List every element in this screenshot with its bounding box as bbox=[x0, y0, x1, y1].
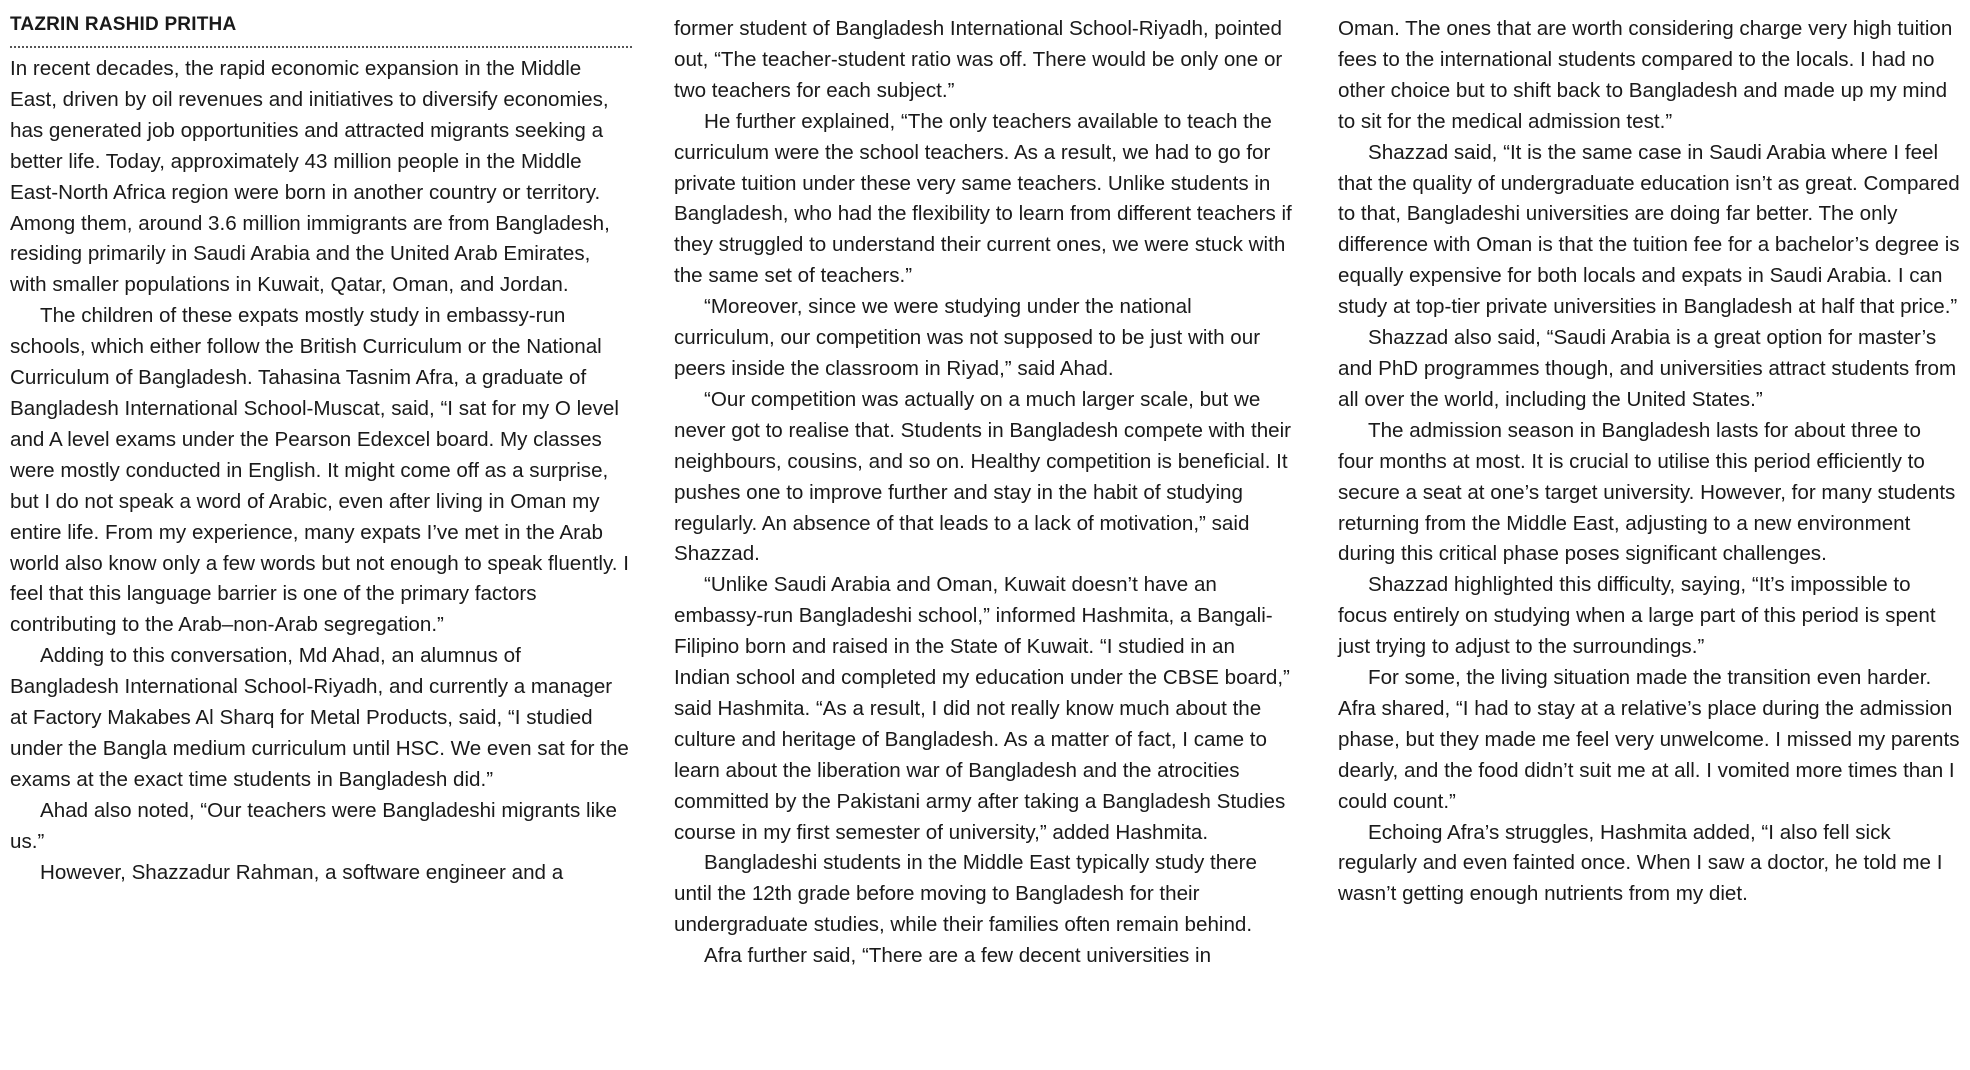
article-page bbox=[10, 14, 1960, 1064]
paragraph: He further explained, “The only teachers available to teach the curriculum were the school teachers. As a result, we had to go for private tuition under these very same teachers. Unlike students in Bangladesh, who had the flexibility to learn from different teachers if they struggled to understand their current ones, we were stuck with the same set of teachers.” bbox=[674, 109, 1292, 288]
paragraph: Oman. The ones that are worth considering charge very high tuition fees to the international students compared to the locals. I had no other choice but to shift back to Bangladesh and made up my mind to sit for the medical admission test.” bbox=[1338, 17, 1953, 133]
paragraph: former student of Bangladesh International School-Riyadh, pointed out, “The teacher-student ratio was off. There would be only one or two teachers for each subject.” bbox=[674, 17, 1283, 102]
paragraph: In recent decades, the rapid economic expansion in the Middle East, driven by oil revenues and initiatives to diversify economies, has generated job opportunities and attracted migrants seeking a better life. Today, approximately 43 million people in the Middle East-North Africa region were born in another country or territory. Among them, around 3.6 million immigrants are from Bangladesh, residing primarily in Saudi Arabia and the United Arab Emirates, with smaller populations in Kuwait, Qatar, Oman, and Jordan. bbox=[10, 57, 610, 297]
paragraph: For some, the living situation made the transition even harder. Afra shared, “I had to stay at a relative’s place during the admission phase, but they made me feel very unwelcome. I missed my parents dearly, and the food didn’t suit me at all. I vomited more times than I could count.” bbox=[1338, 666, 1960, 813]
paragraph: Shazzad also said, “Saudi Arabia is a great option for master’s and PhD programmes though, and universities attract students from all over the world, including the United States.” bbox=[1338, 326, 1957, 411]
paragraph: The children of these expats mostly study in embassy-run schools, which either follow the British Curriculum or the National Curriculum of Bangladesh. Tahasina Tasnim Afra, a graduate of Bangladesh International School-Muscat, said, “I sat for my O level and A level exams under the Pearson Edexcel board. My classes were mostly conducted in English. It might come off as a surprise, but I do not speak a word of Arabic, even after living in Oman my entire life. From my experience, many expats I’ve met in the Arab world also know only a few words but not enough to speak fluently. I feel that this language barrier is one of the primary factors contributing to the Arab–non-Arab segregation.” bbox=[10, 304, 629, 637]
paragraph: However, Shazzadur Rahman, a software engineer and a bbox=[40, 860, 564, 884]
paragraph: “Our competition was actually on a much larger scale, but we never got to realise that. Students in Bangladesh compete with their neighbours, cousins, and so on. Healthy competition is beneficial. It pushes one to improve further and stay in the habit of studying regularly. An absence of that leads to a lack of motivation,” said Shazzad. bbox=[674, 387, 1292, 566]
byline: TAZRIN RASHID PRITHA bbox=[10, 14, 632, 48]
article-column-3 bbox=[1338, 14, 1960, 910]
paragraph: Shazzad said, “It is the same case in Saudi Arabia where I feel that the quality of undergraduate education isn’t as great. Compared to that, Bangladeshi universities are doing far better. The only difference with Oman is that the tuition fee for a bachelor’s degree is equally expensive for both locals and expats in Saudi Arabia. I can study at top-tier private universities in Bangladesh at half that price.” bbox=[1338, 140, 1960, 319]
paragraph: “Unlike Saudi Arabia and Oman, Kuwait doesn’t have an embassy-run Bangladeshi school,” informed Hashmita, a Bangali-Filipino born and raised in the State of Kuwait. “I studied in an Indian school and completed my education under the CBSE board,” said Hashmita. “As a result, I did not really know much about the culture and heritage of Bangladesh. As a matter of fact, I came to learn about the liberation war of Bangladesh and the atrocities committed by the Pakistani army after taking a Bangladesh Studies course in my first semester of university,” added Hashmita. bbox=[674, 573, 1290, 844]
paragraph: Echoing Afra’s struggles, Hashmita added, “I also fell sick regularly and even fainted once. When I saw a doctor, he told me I wasn’t getting enough nutrients from my diet. bbox=[1338, 820, 1943, 906]
article-column-1 bbox=[10, 14, 632, 888]
paragraph: Adding to this conversation, Md Ahad, an alumnus of Bangladesh International School-Riyadh, and currently a manager at Factory Makabes Al Sharq for Metal Products, said, “I studied under the Bangla medium curriculum until HSC. We even sat for the exams at the exact time students in Bangladesh did.” bbox=[10, 644, 629, 791]
paragraph: “Moreover, since we were studying under the national curriculum, our competition was not supposed to be just with our peers inside the classroom in Riyad,” said Ahad. bbox=[674, 295, 1261, 380]
paragraph: The admission season in Bangladesh lasts for about three to four months at most. It is crucial to utilise this period efficiently to secure a seat at one’s target university. However, for many students returning from the Middle East, adjusting to a new environment during this critical phase poses significant challenges. bbox=[1338, 418, 1956, 566]
paragraph: Bangladeshi students in the Middle East typically study there until the 12th grade before moving to Bangladesh for their undergraduate studies, while their families often remain behind. bbox=[674, 851, 1257, 937]
article-column-2 bbox=[674, 14, 1296, 972]
paragraph: Shazzad highlighted this difficulty, saying, “It’s impossible to focus entirely on studying when a large part of this period is spent just trying to adjust to the surroundings.” bbox=[1338, 573, 1936, 659]
paragraph: Afra further said, “There are a few decent universities in bbox=[704, 944, 1212, 968]
paragraph: Ahad also noted, “Our teachers were Bangladeshi migrants like us.” bbox=[10, 798, 617, 853]
